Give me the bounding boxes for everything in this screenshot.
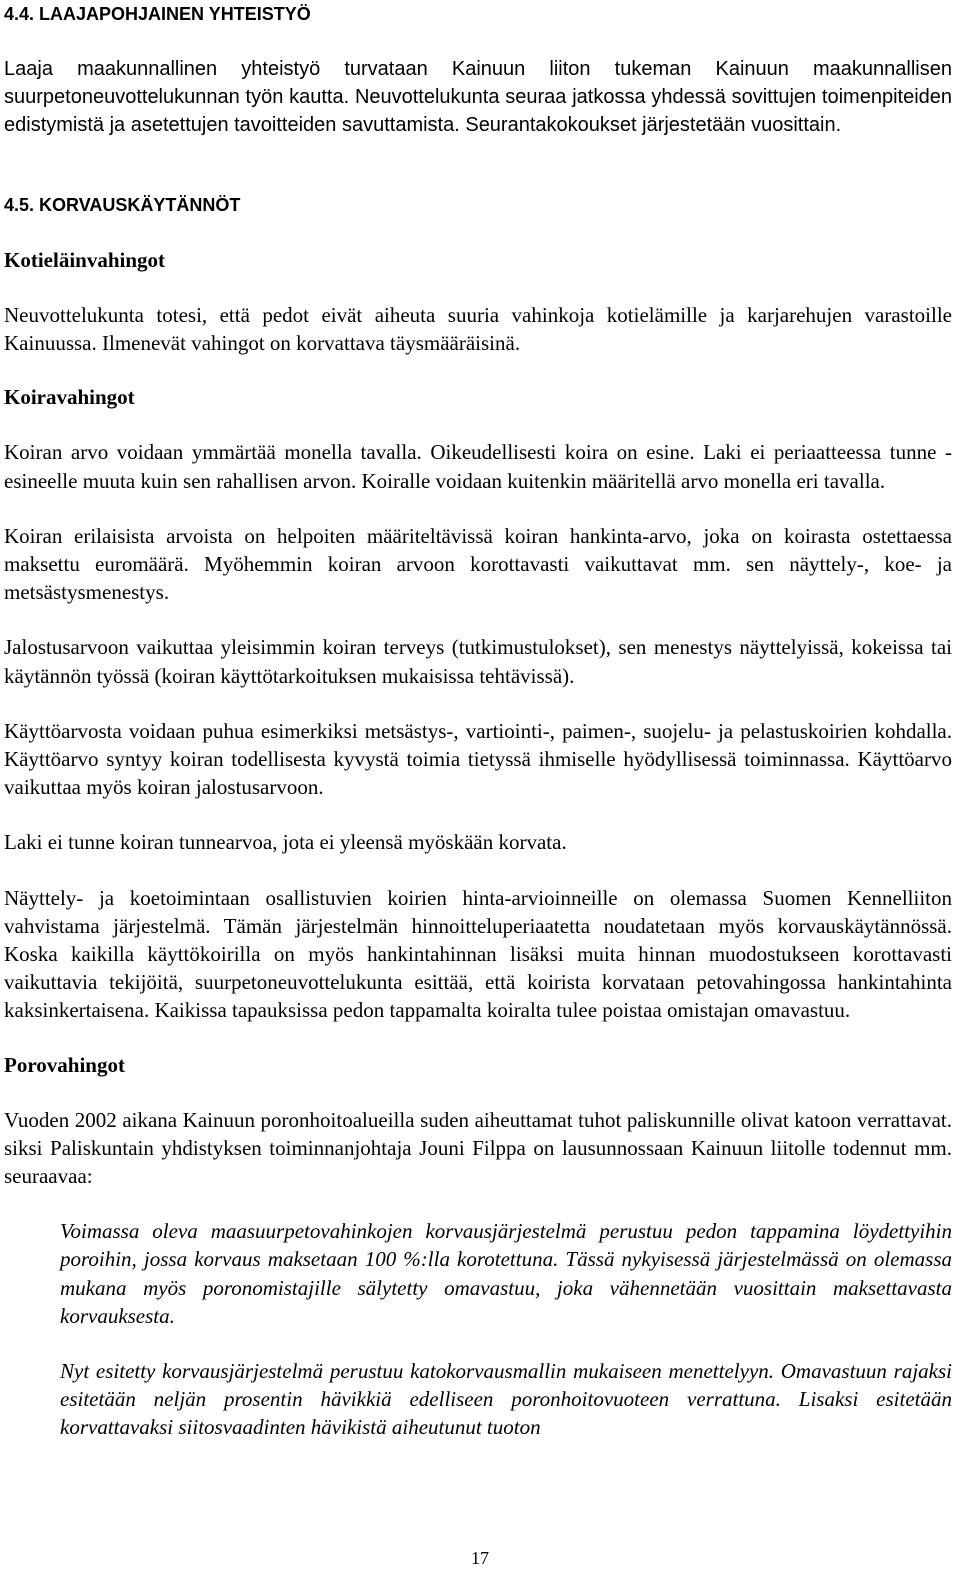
section-4-4-text: Laaja maakunnallinen yhteistyö turvataan Kainuun liiton tukeman Kainuun maakunnallisen suurpetoneuvottelukunnan työn kautta. Neuvottelukunta seuraa jatkossa yhdessä sovittujen toimenpiteiden edistymistä ja asetettujen tavoitteiden savuttamista. Seurantakokoukset järjestetään vuosittain. bbox=[4, 58, 952, 136]
koiravahingot-heading: Koiravahingot bbox=[4, 385, 135, 410]
kotielainvahingot-heading: Kotieläinvahingot bbox=[4, 248, 166, 272]
koiravahingot-paragraph-1: Koiran arvo voidaan ymmärtää monella tavalla. Oikeudellisesti koira on esine. Laki ei periaatteessa tunne -esineelle muuta kuin sen rahallisen arvon. Koiralle voidaan kuitenkin määritellä arvo monella eri tavalla. bbox=[4, 440, 952, 493]
kotielainvahingot-text: Neuvottelukunta totesi, että pedot eivät aiheuta suuria vahinkoja kotielämille ja karjarehujen varastoille Kainuussa. Ilmenevät vahingot on korvattava täysmääräisinä. bbox=[4, 303, 952, 356]
porovahingot-heading: Porovahingot bbox=[4, 1052, 125, 1077]
document-page bbox=[4, 0, 952, 1442]
page-number: 17 bbox=[471, 1548, 489, 1568]
section-4-4-heading: 4.4. LAAJAPOHJAINEN YHTEISTYÖ bbox=[4, 4, 311, 24]
koiravahingot-paragraph-6: Näyttely- ja koetoimintaan osallistuvien koirien hinta-arvioinneille on olemassa Suomen Kennelliiton vahvistama järjestelmä. Tämän järjestelmän hinnoitteluperiaatetta noudatetaan myös korvauskäytännössä. Koska kaikilla käyttökoirilla on myös hankintahinnan lisäksi muita hinnan muodostukseen korottavasti vaikuttavia tekijöitä, suurpetoneuvottelukunta esittää, että koirista korvataan petovahingossa hankintahinta kaksinkertaisena. Kaikissa tapauksissa pedon tappamalta koiralta tulee poistaa omistajan omavastuu. bbox=[4, 885, 952, 1023]
porovahingot-quote-1: Voimassa oleva maasuurpetovahinkojen korvausjärjestelmä perustuu pedon tappamina löydettyihin poroihin, jossa korvaus maksetaan 100 %:lla korotettuna. Tässä nykyisessä järjestelmässä on olemassa mukana myös poronomistajille sälytetty omavastuu, joka vähennetään vuosittain maksettavasta korvauksesta. bbox=[60, 1219, 952, 1328]
koiravahingot-paragraph-2: Koiran erilaisista arvoista on helpoiten määriteltävissä koiran hankinta-arvo, joka on koirasta ostettaessa maksettu euromäärä. Myöhemmin koiran arvoon korottavasti vaikuttavat mm. sen näyttely-, koe- ja metsästysmenestys. bbox=[4, 523, 952, 605]
porovahingot-quote-2: Nyt esitetty korvausjärjestelmä perustuu katokorvausmallin mukaiseen menettelyyn. Omavastuun rajaksi esitetään neljän prosentin hävikkiä edelliseen poronhoitovuoteen verrattuna. Lisaksi esitetään korvattavaksi siitosvaadinten hävikistä aiheutunut tuoton bbox=[60, 1359, 952, 1440]
porovahingot-text: Vuoden 2002 aikana Kainuun poronhoitoalueilla suden aiheuttamat tuhot paliskunnille olivat katoon verrattavat. siksi Paliskuntain yhdistyksen toiminnanjohtaja Jouni Filppa on lausunnossaan Kainuun liitolle todennut mm. seuraavaa: bbox=[4, 1107, 952, 1189]
koiravahingot-paragraph-4: Käyttöarvosta voidaan puhua esimerkiksi metsästys-, vartiointi-, paimen-, suojelu- ja pelastuskoirien kohdalla. Käyttöarvo syntyy koiran todellisesta kyvystä toimia tietyssä ihmiselle hyödyllisessä toiminnassa. Käyttöarvo vaikuttaa myös koiran jalostusarvoon. bbox=[4, 718, 952, 800]
section-4-5-heading: 4.5. KORVAUSKÄYTÄNNÖT bbox=[4, 195, 241, 215]
koiravahingot-paragraph-5: Laki ei tunne koiran tunnearvoa, jota ei yleensä myöskään korvata. bbox=[4, 830, 567, 855]
koiravahingot-paragraph-3: Jalostusarvoon vaikuttaa yleisimmin koiran terveys (tutkimustulokset), sen menestys näyttelyissä, kokeissa tai käytännön työssä (koiran käyttötarkoituksen mukaisissa tehtävissä). bbox=[4, 635, 952, 688]
